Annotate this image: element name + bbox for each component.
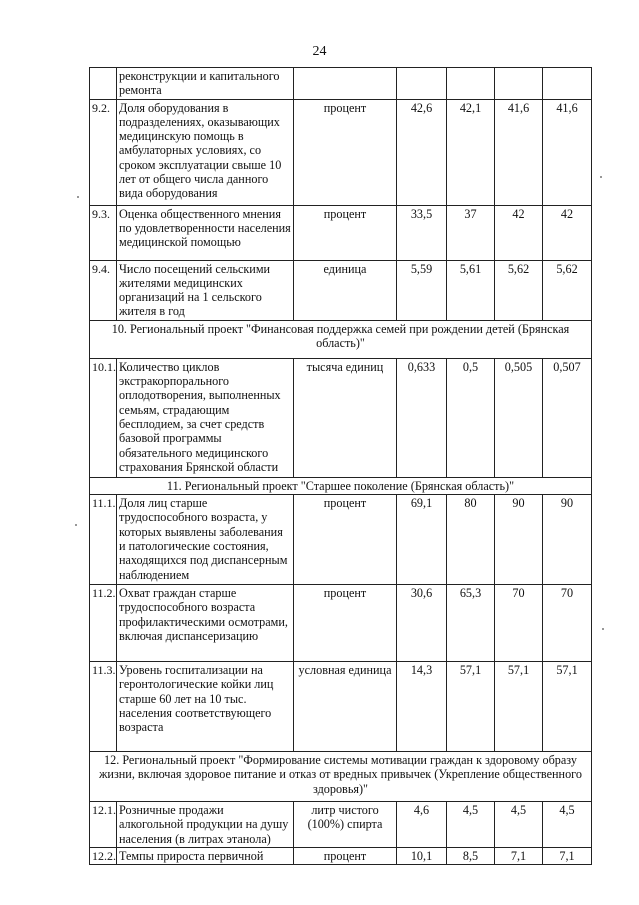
- indicator-value-4: 0,507: [543, 358, 592, 477]
- indicator-name: Доля лиц старше трудоспособного возраста, у которых выявлены заболевания и патологические состояния, находящихся под диспансерным наблюдением: [117, 495, 294, 585]
- scan-speck: [602, 628, 604, 630]
- indicator-number: 11.3.: [90, 662, 117, 752]
- indicator-value-4: 7,1: [543, 847, 592, 864]
- indicator-value-4: [543, 68, 592, 100]
- indicator-value-2: 57,1: [447, 662, 495, 752]
- indicator-value-2: 37: [447, 205, 495, 260]
- indicator-value-4: 90: [543, 495, 592, 585]
- indicator-value-2: 42,1: [447, 99, 495, 205]
- indicator-number: 12.2.: [90, 847, 117, 864]
- indicator-value-3: 90: [495, 495, 543, 585]
- indicator-number: 12.1.: [90, 802, 117, 848]
- indicator-row: [90, 260, 592, 320]
- section-title: 10. Региональный проект "Финансовая поддержка семей при рождении детей (Брянская область)": [90, 320, 592, 358]
- indicator-name: Уровень госпитализации на геронтологические койки лиц старше 60 лет на 10 тыс. населения соответствующего возраста: [117, 662, 294, 752]
- scan-speck: [77, 196, 79, 198]
- indicator-value-2: 8,5: [447, 847, 495, 864]
- indicator-value-4: 41,6: [543, 99, 592, 205]
- indicator-unit: процент: [294, 847, 397, 864]
- indicator-number: 11.2.: [90, 585, 117, 662]
- section-title: 12. Региональный проект "Формирование системы мотивации граждан к здоровому образу жизни, включая здоровое питание и отказ от вредных привычек (Укрепление общественного здоровья)": [90, 752, 592, 802]
- indicator-unit: процент: [294, 585, 397, 662]
- indicator-value-1: 30,6: [397, 585, 447, 662]
- indicator-unit: единица: [294, 260, 397, 320]
- indicator-unit: процент: [294, 99, 397, 205]
- indicator-value-1: 0,633: [397, 358, 447, 477]
- scan-speck: [75, 524, 77, 526]
- indicator-unit: процент: [294, 205, 397, 260]
- indicator-unit: условная единица: [294, 662, 397, 752]
- indicator-unit: процент: [294, 495, 397, 585]
- indicator-value-3: 7,1: [495, 847, 543, 864]
- indicator-number: 9.3.: [90, 205, 117, 260]
- indicator-value-1: 10,1: [397, 847, 447, 864]
- indicator-value-2: 65,3: [447, 585, 495, 662]
- indicator-value-3: 57,1: [495, 662, 543, 752]
- indicator-value-4: 4,5: [543, 802, 592, 848]
- indicator-value-3: 42: [495, 205, 543, 260]
- indicator-name: Розничные продажи алкогольной продукции на душу населения (в литрах этанола): [117, 802, 294, 848]
- page-number: 24: [312, 44, 327, 59]
- indicator-value-3: 41,6: [495, 99, 543, 205]
- indicator-unit: тысяча единиц: [294, 358, 397, 477]
- indicator-number: 10.1.: [90, 358, 117, 477]
- indicator-row: [90, 205, 592, 260]
- indicator-value-1: [397, 68, 447, 100]
- indicator-value-3: 0,505: [495, 358, 543, 477]
- indicator-value-2: [447, 68, 495, 100]
- indicator-row: [90, 68, 592, 100]
- indicator-value-2: 0,5: [447, 358, 495, 477]
- indicator-value-3: 5,62: [495, 260, 543, 320]
- indicator-value-4: 57,1: [543, 662, 592, 752]
- indicator-value-3: 4,5: [495, 802, 543, 848]
- indicator-number: [90, 68, 117, 100]
- indicator-number: 9.2.: [90, 99, 117, 205]
- indicator-row: [90, 662, 592, 752]
- indicator-row: [90, 99, 592, 205]
- indicator-value-1: 69,1: [397, 495, 447, 585]
- indicator-name: Количество циклов экстракорпорального оплодотворения, выполненных семьям, страдающим бесплодием, за счет средств базовой программы обязательного медицинского страхования Брянской области: [117, 358, 294, 477]
- section-header-row: [90, 320, 592, 358]
- indicator-value-3: [495, 68, 543, 100]
- section-header-row: [90, 477, 592, 494]
- section-header-row: [90, 752, 592, 802]
- indicator-number: 9.4.: [90, 260, 117, 320]
- section-title: 11. Региональный проект "Старшее поколение (Брянская область)": [90, 477, 592, 494]
- indicator-name: Доля оборудования в подразделениях, оказывающих медицинскую помощь в амбулаторных условиях, со сроком эксплуатации свыше 10 лет от общего числа данного вида оборудования: [117, 99, 294, 205]
- indicator-row: [90, 802, 592, 848]
- indicator-number: 11.1.: [90, 495, 117, 585]
- indicators-table: [89, 67, 592, 865]
- indicator-row: [90, 358, 592, 477]
- indicator-unit: [294, 68, 397, 100]
- indicator-value-1: 14,3: [397, 662, 447, 752]
- indicator-value-2: 4,5: [447, 802, 495, 848]
- indicator-value-1: 4,6: [397, 802, 447, 848]
- indicator-value-1: 42,6: [397, 99, 447, 205]
- indicator-name: реконструкции и капитального ремонта: [117, 68, 294, 100]
- indicator-name: Оценка общественного мнения по удовлетворенности населения медицинской помощью: [117, 205, 294, 260]
- indicator-value-4: 5,62: [543, 260, 592, 320]
- indicator-row: [90, 585, 592, 662]
- indicator-name: Охват граждан старше трудоспособного возраста профилактическими осмотрами, включая диспансеризацию: [117, 585, 294, 662]
- indicator-value-1: 5,59: [397, 260, 447, 320]
- indicator-value-3: 70: [495, 585, 543, 662]
- indicator-row: [90, 495, 592, 585]
- indicators-table-body: [90, 68, 592, 865]
- indicator-value-2: 5,61: [447, 260, 495, 320]
- indicator-value-1: 33,5: [397, 205, 447, 260]
- indicator-value-2: 80: [447, 495, 495, 585]
- indicator-value-4: 70: [543, 585, 592, 662]
- indicator-name: Число посещений сельскими жителями медицинских организаций на 1 сельского жителя в год: [117, 260, 294, 320]
- indicator-row: [90, 847, 592, 864]
- indicator-name: Темпы прироста первичной: [117, 847, 294, 864]
- indicator-unit: литр чистого (100%) спирта: [294, 802, 397, 848]
- indicator-value-4: 42: [543, 205, 592, 260]
- scan-speck: [600, 176, 602, 178]
